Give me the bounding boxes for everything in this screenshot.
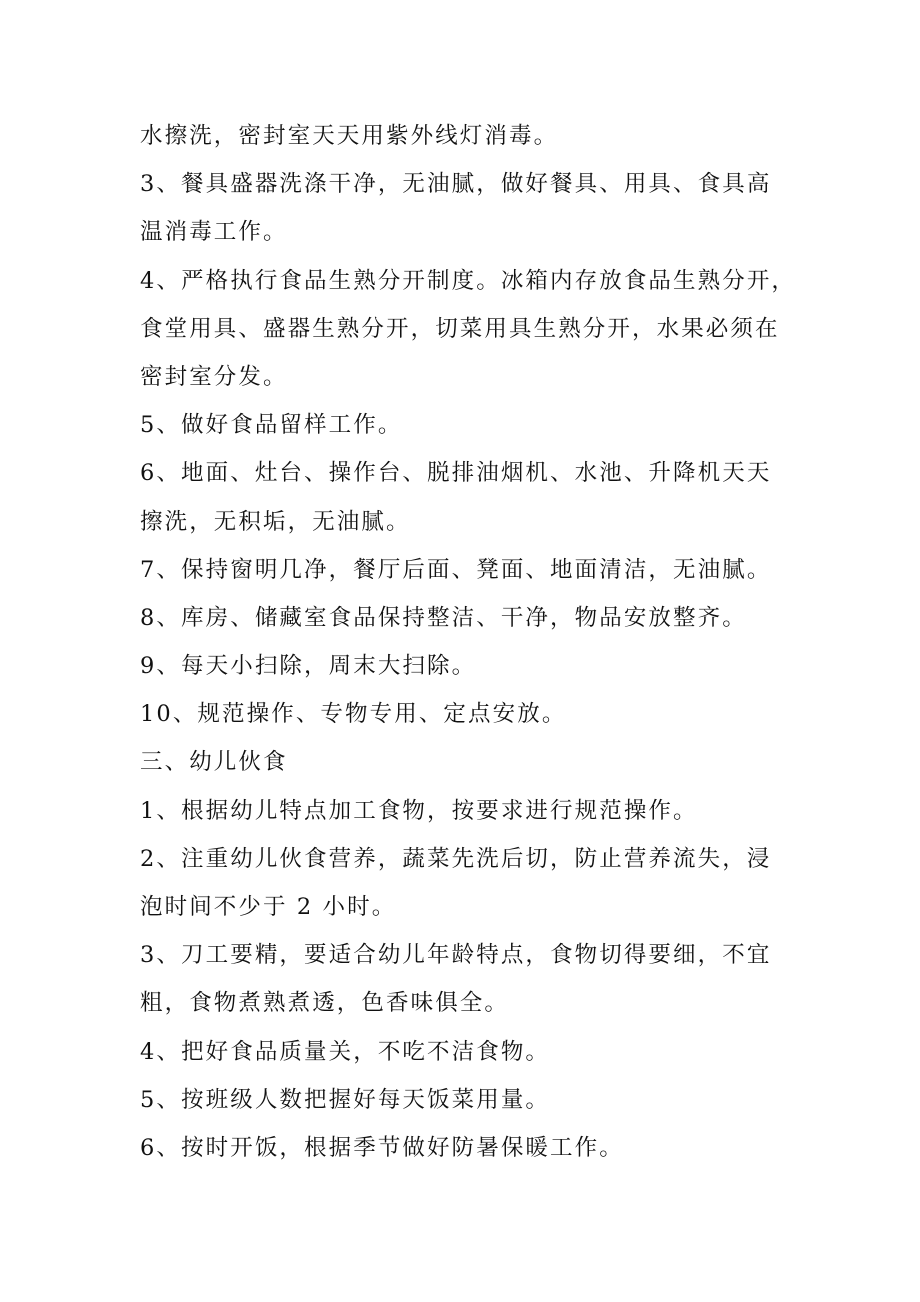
text-line: 6、按时开饭，根据季节做好防暑保暖工作。 xyxy=(140,1134,624,1161)
section-heading: 三、幼儿伙食 xyxy=(140,749,288,776)
text-line: 4、把好食品质量关，不吃不洁食物。 xyxy=(140,1038,551,1065)
text-line: 粗，食物煮熟煮透，色香味俱全。 xyxy=(140,990,510,1017)
text-line: 1、根据幼儿特点加工食物，按要求进行规范操作。 xyxy=(140,797,698,824)
text-line: 泡时间不少于 2 小时。 xyxy=(140,894,397,920)
text-line: 6、地面、灶台、操作台、脱排油烟机、水池、升降机天天 xyxy=(140,460,772,487)
text-line: 食堂用具、盛器生熟分开，切菜用具生熟分开，水果必须在 xyxy=(140,315,780,342)
text-line: 5、按班级人数把握好每天饭菜用量。 xyxy=(140,1086,551,1113)
document-body xyxy=(140,112,800,1172)
text-line: 7、保持窗明几净，餐厅后面、凳面、地面清洁，无油腻。 xyxy=(140,556,772,583)
text-line: 8、库房、储藏室食品保持整洁、干净，物品安放整齐。 xyxy=(140,604,747,631)
text-line: 3、餐具盛器洗涤干净，无油腻，做好餐具、用具、食具高 xyxy=(140,171,772,198)
text-line: 4、严格执行食品生熟分开制度。冰箱内存放食品生熟分开， xyxy=(140,267,797,294)
text-line: 温消毒工作。 xyxy=(140,219,288,246)
text-line: 2、注重幼儿伙食营养，蔬菜先洗后切，防止营养流失，浸 xyxy=(140,845,772,872)
text-line: 擦洗，无积垢，无油腻。 xyxy=(140,508,411,535)
text-line: 水擦洗，密封室天天用紫外线灯消毒。 xyxy=(140,123,559,149)
text-line: 10、规范操作、专物专用、定点安放。 xyxy=(140,701,567,728)
text-line: 9、每天小扫除，周末大扫除。 xyxy=(140,653,477,680)
text-line: 密封室分发。 xyxy=(140,363,288,390)
text-line: 5、做好食品留样工作。 xyxy=(140,412,403,439)
text-line: 3、刀工要精，要适合幼儿年龄特点，食物切得要细，不宜 xyxy=(140,942,772,969)
